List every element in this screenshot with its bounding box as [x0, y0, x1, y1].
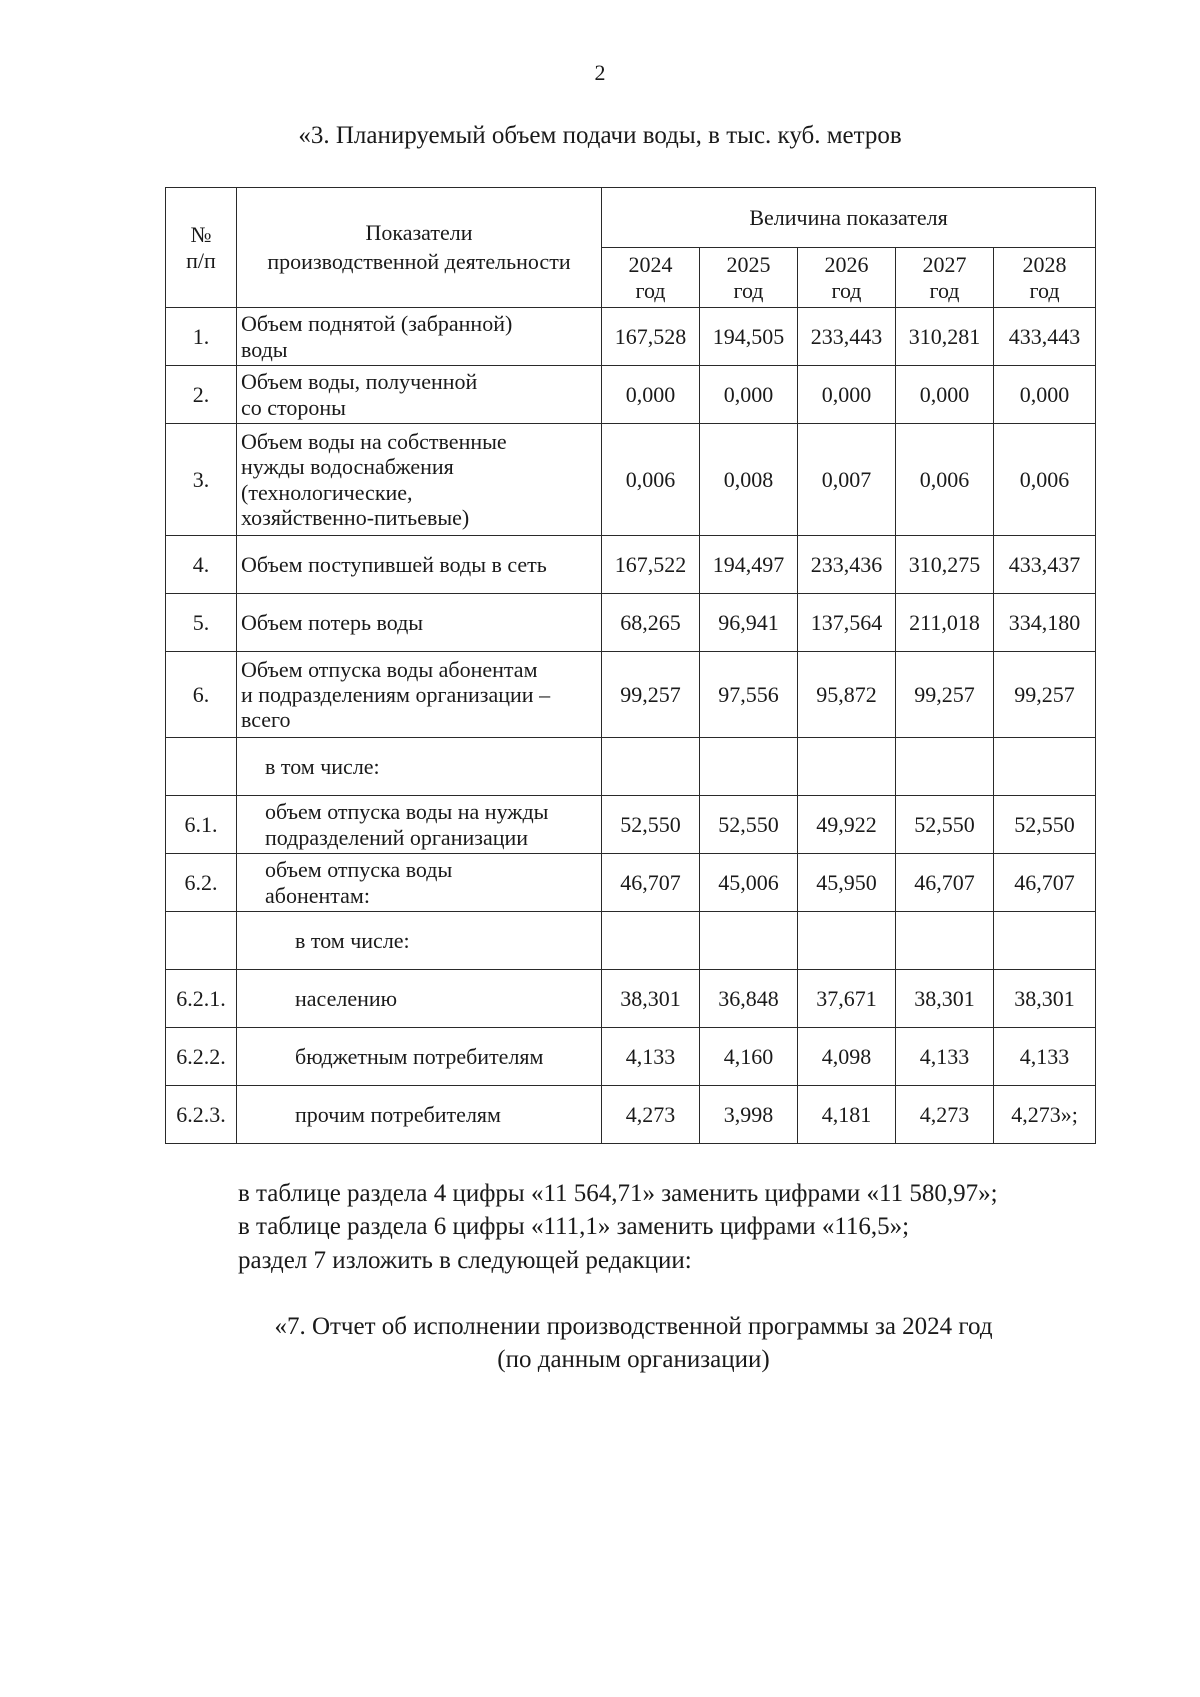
- row-label-line: воды: [241, 336, 288, 362]
- row-number: 5.: [166, 594, 237, 652]
- section-heading: [0, 1310, 1200, 1377]
- row-value: 52,550: [700, 796, 798, 854]
- row-value: 194,497: [700, 536, 798, 594]
- col-header-num: [166, 188, 237, 308]
- row-value: 0,006: [896, 424, 994, 536]
- row-value: 334,180: [994, 594, 1096, 652]
- row-label-line: нужды водоснабжения: [241, 454, 454, 480]
- row-number: 3.: [166, 424, 237, 536]
- table-row: [166, 1086, 1096, 1144]
- row-label: [237, 970, 602, 1028]
- row-label-line: Объем поступившей воды в сеть: [241, 551, 547, 577]
- row-value: 433,443: [994, 308, 1096, 366]
- row-value: [700, 738, 798, 796]
- row-value: 38,301: [994, 970, 1096, 1028]
- row-value: 4,098: [798, 1028, 896, 1086]
- row-number: 6.2.3.: [166, 1086, 237, 1144]
- section-heading-line2: (по данным организации): [497, 1346, 770, 1374]
- row-label: [237, 854, 602, 912]
- row-value: 3,998: [700, 1086, 798, 1144]
- body-line: раздел 7 изложить в следующей редакции:: [238, 1246, 692, 1274]
- row-number: 6.2.2.: [166, 1028, 237, 1086]
- row-number: 6.2.1.: [166, 970, 237, 1028]
- page-number: 2: [594, 60, 606, 85]
- row-label: [237, 796, 602, 854]
- row-value: 4,181: [798, 1086, 896, 1144]
- table-row: [166, 796, 1096, 854]
- col-header-num-line1: №: [190, 222, 212, 248]
- row-value: 68,265: [602, 594, 700, 652]
- row-value: 99,257: [994, 652, 1096, 738]
- row-value: 97,556: [700, 652, 798, 738]
- col-header-year-line: 2025: [726, 252, 771, 278]
- row-value: 167,522: [602, 536, 700, 594]
- col-header-year: [700, 248, 798, 308]
- row-value: 433,437: [994, 536, 1096, 594]
- col-header-year: [896, 248, 994, 308]
- row-value: 4,133: [994, 1028, 1096, 1086]
- row-value: [994, 912, 1096, 970]
- row-value: 96,941: [700, 594, 798, 652]
- col-header-indicator-line2: производственной деятельности: [267, 248, 571, 274]
- table-row: [166, 594, 1096, 652]
- row-value: 46,707: [602, 854, 700, 912]
- row-label: [237, 1028, 602, 1086]
- row-label: [237, 366, 602, 424]
- table-row: [166, 912, 1096, 970]
- row-value: 52,550: [602, 796, 700, 854]
- col-header-indicator: [237, 188, 602, 308]
- row-value: 38,301: [602, 970, 700, 1028]
- table-row: [166, 366, 1096, 424]
- table-row: [166, 854, 1096, 912]
- row-value: 4,273»;: [994, 1086, 1096, 1144]
- col-header-value-group: Величина показателя: [602, 188, 1096, 248]
- col-header-year-line: год: [831, 277, 862, 303]
- row-value: [700, 912, 798, 970]
- table-row: [166, 424, 1096, 536]
- row-value: 52,550: [994, 796, 1096, 854]
- body-line: в таблице раздела 6 цифры «111,1» заменить цифрами «116,5»;: [238, 1213, 910, 1241]
- row-value: 95,872: [798, 652, 896, 738]
- row-label-line: со стороны: [241, 394, 346, 420]
- col-header-year: [602, 248, 700, 308]
- row-number: 4.: [166, 536, 237, 594]
- row-value: 233,443: [798, 308, 896, 366]
- row-value: 211,018: [896, 594, 994, 652]
- row-value: 45,006: [700, 854, 798, 912]
- row-label-line: Объем воды, полученной: [241, 369, 478, 395]
- body-text: [238, 1177, 1138, 1277]
- row-label-line: объем отпуска воды на нужды: [265, 799, 549, 825]
- row-value: 52,550: [896, 796, 994, 854]
- row-value: [896, 912, 994, 970]
- row-label-line: бюджетным потребителям: [295, 1043, 544, 1069]
- row-label-line: подразделений организации: [265, 824, 529, 850]
- row-number: 1.: [166, 308, 237, 366]
- row-value: 46,707: [896, 854, 994, 912]
- row-value: 36,848: [700, 970, 798, 1028]
- row-value: 46,707: [994, 854, 1096, 912]
- row-value: 0,000: [896, 366, 994, 424]
- row-value: 0,000: [700, 366, 798, 424]
- row-value: [896, 738, 994, 796]
- row-value: 310,275: [896, 536, 994, 594]
- col-header-year-line: год: [635, 277, 666, 303]
- row-value: 38,301: [896, 970, 994, 1028]
- col-header-year-line: год: [1029, 277, 1060, 303]
- row-label: [237, 424, 602, 536]
- body-line: в таблице раздела 4 цифры «11 564,71» заменить цифрами «11 580,97»;: [238, 1180, 998, 1207]
- row-label: [237, 1086, 602, 1144]
- row-value: 37,671: [798, 970, 896, 1028]
- row-label: [237, 594, 602, 652]
- row-label-line: Объем поднятой (забранной): [241, 311, 513, 337]
- row-value: [994, 738, 1096, 796]
- row-value: 0,000: [798, 366, 896, 424]
- row-value: [602, 912, 700, 970]
- col-header-year-line: 2024: [628, 252, 673, 278]
- col-header-year-line: 2028: [1022, 252, 1067, 278]
- row-label-line: хозяйственно-питьевые): [241, 504, 470, 530]
- row-label-line: абонентам:: [265, 882, 370, 908]
- row-value: 99,257: [602, 652, 700, 738]
- col-header-year: [798, 248, 896, 308]
- row-value: 4,273: [602, 1086, 700, 1144]
- row-value: 0,000: [994, 366, 1096, 424]
- row-value: 0,006: [602, 424, 700, 536]
- col-header-year-line: 2026: [824, 252, 869, 278]
- row-value: 137,564: [798, 594, 896, 652]
- row-label-line: всего: [241, 707, 291, 733]
- col-header-year-line: год: [733, 277, 764, 303]
- row-value: 4,133: [602, 1028, 700, 1086]
- table-row: [166, 536, 1096, 594]
- col-header-year-line: год: [929, 277, 960, 303]
- section-heading-line1: «7. Отчет об исполнении производственной программы за 2024 год: [274, 1313, 993, 1340]
- row-label-line: (технологические,: [241, 479, 413, 505]
- row-value: 4,160: [700, 1028, 798, 1086]
- row-label-line: Объем потерь воды: [241, 609, 424, 635]
- water-supply-table: [165, 187, 1096, 1144]
- row-value: 0,000: [602, 366, 700, 424]
- row-value: 4,133: [896, 1028, 994, 1086]
- row-value: 4,273: [896, 1086, 994, 1144]
- table-row: [166, 308, 1096, 366]
- row-label-line: в том числе:: [265, 753, 380, 779]
- row-value: 167,528: [602, 308, 700, 366]
- row-number: 6.2.: [166, 854, 237, 912]
- row-value: [602, 738, 700, 796]
- row-label: [237, 912, 602, 970]
- row-value: [798, 912, 896, 970]
- col-header-year: [994, 248, 1096, 308]
- row-value: 0,006: [994, 424, 1096, 536]
- row-label-line: прочим потребителям: [295, 1101, 501, 1127]
- row-number: [166, 912, 237, 970]
- row-number: 2.: [166, 366, 237, 424]
- table-row: [166, 652, 1096, 738]
- row-label-line: и подразделениям организации –: [241, 681, 551, 707]
- row-number: 6.1.: [166, 796, 237, 854]
- col-header-year-line: 2027: [922, 252, 967, 278]
- row-label-line: населению: [295, 985, 398, 1011]
- row-value: 45,950: [798, 854, 896, 912]
- row-label-line: в том числе:: [295, 927, 410, 953]
- table-title: «3. Планируемый объем подачи воды, в тыс. куб. метров: [298, 122, 902, 149]
- row-value: 233,436: [798, 536, 896, 594]
- row-value: [798, 738, 896, 796]
- row-label-line: Объем воды на собственные: [241, 428, 507, 454]
- col-header-indicator-line1: Показатели: [365, 219, 473, 245]
- row-label-line: Объем отпуска воды абонентам: [241, 656, 538, 682]
- row-value: 49,922: [798, 796, 896, 854]
- row-label: [237, 652, 602, 738]
- row-value: 310,281: [896, 308, 994, 366]
- table-row: [166, 738, 1096, 796]
- row-value: 0,008: [700, 424, 798, 536]
- table-row: [166, 970, 1096, 1028]
- row-number: 6.: [166, 652, 237, 738]
- table-row: [166, 1028, 1096, 1086]
- row-label: [237, 536, 602, 594]
- row-number: [166, 738, 237, 796]
- row-label: [237, 738, 602, 796]
- row-value: 194,505: [700, 308, 798, 366]
- row-value: 0,007: [798, 424, 896, 536]
- col-header-num-line2: п/п: [186, 247, 216, 273]
- row-label-line: объем отпуска воды: [265, 857, 453, 883]
- row-label: [237, 308, 602, 366]
- row-value: 99,257: [896, 652, 994, 738]
